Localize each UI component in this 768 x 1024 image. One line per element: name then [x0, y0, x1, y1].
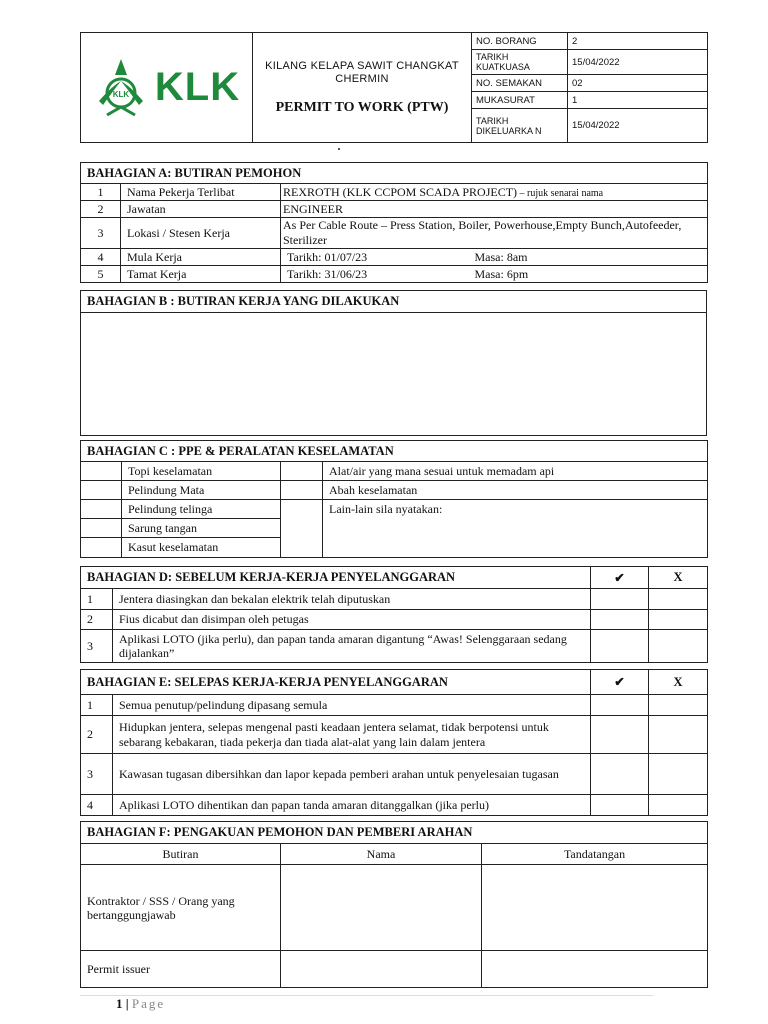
check-cell[interactable]: [591, 716, 649, 754]
row-number: 2: [81, 201, 121, 218]
checklist-text: Fius dicabut dan disimpan oleh petugas: [113, 610, 591, 630]
checklist-text: Aplikasi LOTO dihentikan dan papan tanda amaran ditanggalkan (jika perlu): [113, 795, 591, 816]
checklist-text: Kawasan tugasan dibersihkan dan lapor kepada pemberi arahan untuk penyelesaian tugasan: [113, 754, 591, 795]
check-cell[interactable]: [591, 695, 649, 716]
section-f-title: BAHAGIAN F: PENGAKUAN PEMOHON DAN PEMBERI ARAHAN: [81, 822, 708, 844]
x-column-header: X: [649, 567, 708, 589]
work-description-area[interactable]: [81, 313, 707, 436]
x-cell[interactable]: [649, 795, 708, 816]
ppe-checkbox[interactable]: [81, 519, 122, 538]
ppe-checkbox[interactable]: [81, 462, 122, 481]
ppe-label: Pelindung telinga: [122, 500, 281, 519]
start-date: Tarikh: 01/07/23: [281, 249, 469, 266]
worker-name: REXROTH (KLK CCPOM SCADA PROJECT): [283, 184, 518, 199]
equipment-label: Alat/air yang mana sesuai untuk memadam api: [323, 462, 708, 481]
check-cell[interactable]: [591, 630, 649, 663]
start-time: Masa: 8am: [469, 249, 708, 266]
equipment-checkbox[interactable]: [281, 500, 323, 558]
meta-value: 15/04/2022: [568, 109, 708, 143]
ppe-label: Pelindung Mata: [122, 481, 281, 500]
field-value: [281, 184, 708, 201]
field-label: Lokasi / Stesen Kerja: [121, 218, 281, 249]
meta-label: MUKASURAT: [472, 92, 568, 109]
document-header: [80, 32, 708, 143]
field-label: Nama Pekerja Terlibat: [121, 184, 281, 201]
emblem-text: KLK: [112, 89, 130, 99]
x-cell[interactable]: [649, 610, 708, 630]
equipment-checkbox[interactable]: [281, 481, 323, 500]
field-label: Mula Kerja: [121, 249, 281, 266]
page-footer: [116, 996, 165, 1012]
row-number: 3: [81, 630, 113, 663]
field-label: Tamat Kerja: [121, 266, 281, 283]
page-number: 1: [116, 996, 123, 1011]
other-specify-field[interactable]: Lain-lain sila nyatakan:: [323, 500, 708, 558]
end-date: Tarikh: 31/06/23: [281, 266, 469, 283]
section-d-title: BAHAGIAN D: SEBELUM KERJA-KERJA PENYELANGGARAN: [81, 567, 591, 589]
x-cell[interactable]: [649, 754, 708, 795]
row-number: 3: [81, 218, 121, 249]
section-b-table: [80, 290, 707, 436]
row-number: 3: [81, 754, 113, 795]
column-header-butiran: Butiran: [81, 844, 281, 865]
checklist-text: Hidupkan jentera, selepas mengenal pasti keadaan jentera selamat, tidak berpotensi untuk sebarang kebakaran, tiada pekerja dan tiada alat-alat yang lain dalam jentera: [113, 716, 591, 754]
footer-divider: [80, 995, 653, 996]
meta-value: 1: [568, 92, 708, 109]
signature-field[interactable]: [482, 951, 708, 988]
worker-note: – rujuk senarai nama: [517, 187, 604, 199]
check-column-header: ✔: [591, 670, 649, 695]
check-cell[interactable]: [591, 795, 649, 816]
title-cell: [253, 33, 472, 143]
ppe-checkbox[interactable]: [81, 538, 122, 558]
ppe-label: Sarung tangan: [122, 519, 281, 538]
section-a-title: BAHAGIAN A: BUTIRAN PEMOHON: [81, 163, 708, 184]
ppe-label: Kasut keselamatan: [122, 538, 281, 558]
row-number: 1: [81, 695, 113, 716]
meta-value: 2: [568, 33, 708, 50]
check-cell[interactable]: [591, 610, 649, 630]
row-number: 2: [81, 716, 113, 754]
end-time: Masa: 6pm: [469, 266, 708, 283]
meta-label: NO. BORANG: [472, 33, 568, 50]
page-title: PERMIT TO WORK (PTW): [275, 99, 449, 115]
x-cell[interactable]: [649, 589, 708, 610]
logo-text: KLK: [154, 65, 241, 109]
name-field[interactable]: [281, 865, 482, 951]
section-f-table: [80, 821, 708, 988]
x-cell[interactable]: [649, 716, 708, 754]
column-header-tandatangan: Tandatangan: [482, 844, 708, 865]
meta-value: 15/04/2022: [568, 50, 708, 75]
page-word: Page: [131, 996, 166, 1011]
klk-emblem-icon: [93, 57, 149, 119]
section-e-table: [80, 669, 708, 816]
section-d-table: [80, 566, 708, 663]
field-value: As Per Cable Route – Press Station, Boiler, Powerhouse,Empty Bunch,Autofeeder, Sterilizer: [281, 218, 708, 249]
field-value: ENGINEER: [281, 201, 708, 218]
row-number: 1: [81, 184, 121, 201]
meta-label: TARIKH KUATKUASA: [472, 50, 568, 75]
check-column-header: ✔: [591, 567, 649, 589]
ppe-checkbox[interactable]: [81, 481, 122, 500]
x-cell[interactable]: [649, 695, 708, 716]
section-a-table: [80, 162, 708, 283]
signature-field[interactable]: [482, 865, 708, 951]
x-cell[interactable]: [649, 630, 708, 663]
equipment-checkbox[interactable]: [281, 462, 323, 481]
ppe-label: Topi keselamatan: [122, 462, 281, 481]
section-b-title: BAHAGIAN B : BUTIRAN KERJA YANG DILAKUKAN: [81, 291, 707, 313]
meta-label: TARIKH DIKELUARKA N: [472, 109, 568, 143]
check-cell[interactable]: [591, 754, 649, 795]
name-field[interactable]: [281, 951, 482, 988]
row-number: 5: [81, 266, 121, 283]
checklist-text: Semua penutup/pelindung dipasang semula: [113, 695, 591, 716]
equipment-label: Abah keselamatan: [323, 481, 708, 500]
section-c-table: [80, 440, 708, 558]
stray-dot: [338, 148, 340, 150]
field-label: Jawatan: [121, 201, 281, 218]
row-number: 2: [81, 610, 113, 630]
x-column-header: X: [649, 670, 708, 695]
row-number: 1: [81, 589, 113, 610]
section-e-title: BAHAGIAN E: SELEPAS KERJA-KERJA PENYELANGGARAN: [81, 670, 591, 695]
section-c-title: BAHAGIAN C : PPE & PERALATAN KESELAMATAN: [81, 441, 708, 462]
row-number: 4: [81, 249, 121, 266]
check-cell[interactable]: [591, 589, 649, 610]
footer-separator: |: [125, 996, 129, 1011]
company-name: KILANG KELAPA SAWIT CHANGKAT CHERMIN: [265, 59, 459, 85]
meta-label: NO. SEMAKAN: [472, 75, 568, 92]
checklist-text: Jentera diasingkan dan bekalan elektrik telah diputuskan: [113, 589, 591, 610]
checklist-text: Aplikasi LOTO (jika perlu), dan papan tanda amaran digantung “Awas! Selenggaraan sedang dijalankan”: [113, 630, 591, 663]
logo-cell: [81, 33, 253, 143]
column-header-nama: Nama: [281, 844, 482, 865]
ppe-checkbox[interactable]: [81, 500, 122, 519]
role-label: Permit issuer: [81, 951, 281, 988]
meta-value: 02: [568, 75, 708, 92]
role-label: Kontraktor / SSS / Orang yang bertanggungjawab: [81, 865, 281, 951]
row-number: 4: [81, 795, 113, 816]
